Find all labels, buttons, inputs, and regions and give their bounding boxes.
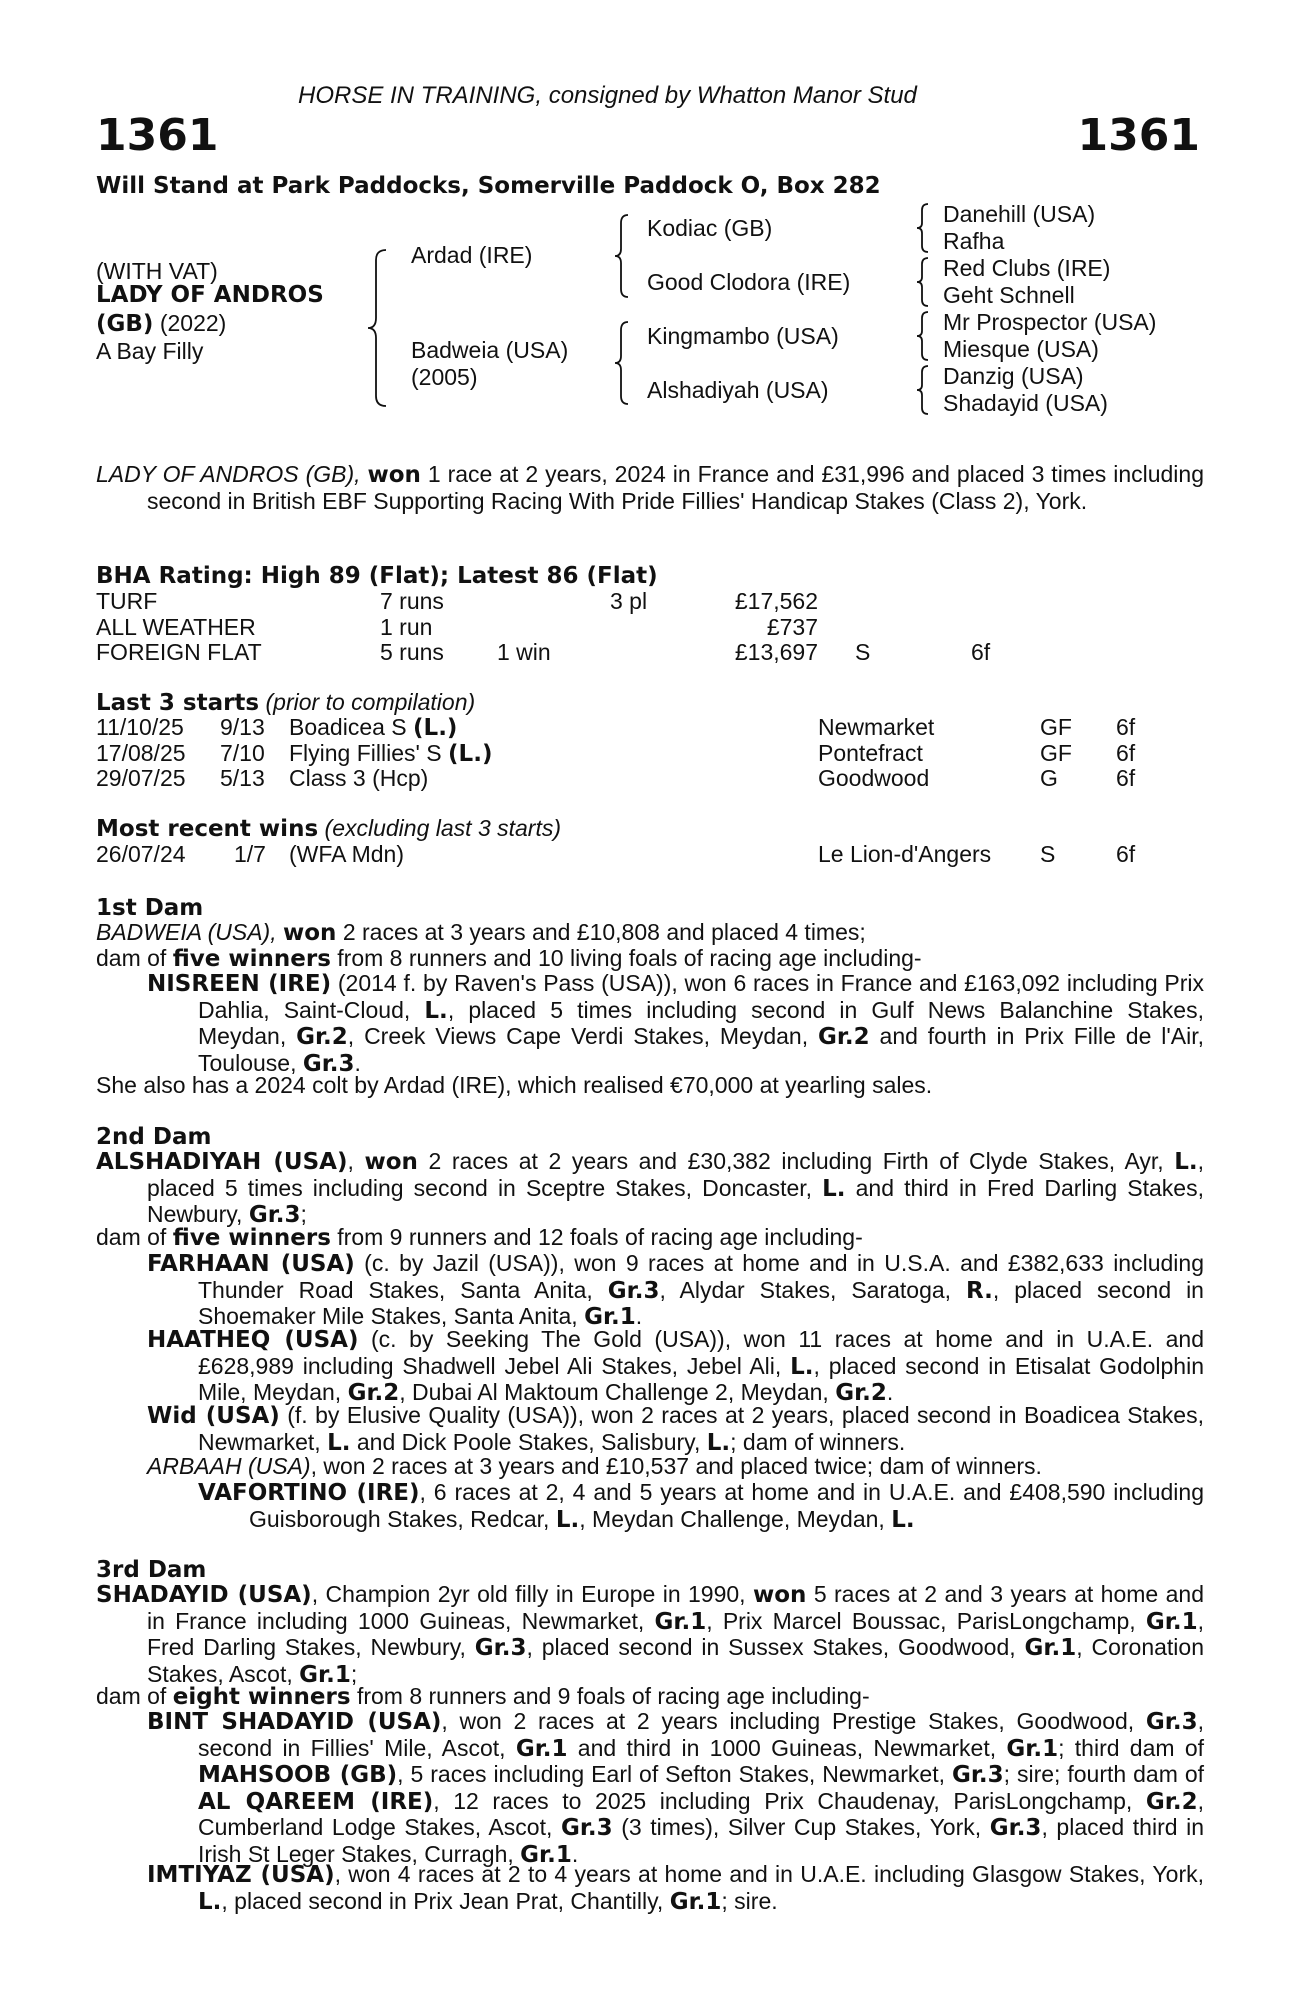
third-dam-offspring-2: IMTIYAZ (USA), won 4 races at 2 to 4 years at home and in U.A.E. including Glasgow Stakes, York, L., placed second in Prix Jean Prat, Chantilly, Gr.1; sire. (147, 1861, 1204, 1915)
pedigree-brace-ss (914, 202, 932, 254)
dam-dam-sire: Danzig (USA) (943, 363, 1084, 389)
start-course: Pontefract (818, 739, 923, 766)
sire-sire: Kodiac (GB) (647, 215, 773, 241)
pedigree-brace-main (366, 248, 392, 408)
sire-sire-dam: Rafha (943, 228, 1005, 254)
start-race: Boadicea S (L.) (289, 714, 458, 741)
dam-sire: Kingmambo (USA) (647, 323, 839, 349)
rating-distance: 6f (971, 639, 991, 665)
start-going: GF (1040, 739, 1072, 766)
pedigree-brace-sd (914, 256, 932, 308)
start-grade: (L.) (448, 740, 493, 767)
start-course: Goodwood (818, 765, 930, 791)
third-dam-produce: dam of eight winners from 8 runners and 9 foals of racing age including- (96, 1683, 870, 1710)
second-dam-offspring-4: ARBAAH (USA), won 2 races at 3 years and £10,537 and placed twice; dam of winners. (147, 1453, 1042, 1479)
rating-surface: TURF (96, 588, 158, 614)
pedigree-brace-sire (612, 213, 632, 299)
first-dam-record: BADWEIA (USA), won 2 races at 3 years and £10,808 and placed 4 times; (96, 919, 866, 946)
rating-amount: £17,562 (734, 588, 818, 614)
start-grade: (L.) (413, 715, 458, 741)
start-position: 5/13 (220, 765, 265, 791)
first-dam-offspring-1: NISREEN (IRE) (2014 f. by Raven's Pass (USA)), won 6 races in France and £163,092 including Prix Dahlia, Saint-Cloud, L., placed 5 times including second in Gulf News Balanchine Stakes, Meydan, Gr.2, Creek Views Cape Verdi Stakes, Meydan, Gr.2 and fourth in Prix Fille de l'Air, Toulouse, Gr.3. (147, 970, 1204, 1077)
second-dam-offspring-3: Wid (USA) (f. by Elusive Quality (USA)), won 2 races at 2 years, placed second in Boadicea Stakes, Newmarket, L. and Dick Poole Stakes, Salisbury, L.; dam of winners. (147, 1402, 1204, 1456)
lot-number-left: 1361 (96, 110, 219, 161)
win-race: (WFA Mdn) (289, 841, 405, 867)
sire-dam-sire: Red Clubs (IRE) (943, 255, 1111, 281)
vat-note: (WITH VAT) (96, 258, 218, 284)
rating-runs: 5 runs (380, 639, 444, 665)
start-going: G (1040, 765, 1058, 791)
dam-sire-dam: Miesque (USA) (943, 336, 1099, 362)
rating-wins: 1 win (497, 639, 551, 665)
second-dam-offspring-1: FARHAAN (USA) (c. by Jazil (USA)), won 9 races at home and in U.S.A. and £382,633 including Thunder Road Stakes, Santa Anita, Gr.3, Alydar Stakes, Saratoga, R., placed second in Shoemaker Mile Stakes, Santa Anita, Gr.1. (147, 1250, 1204, 1330)
start-distance: 6f (1116, 765, 1136, 791)
start-race: Class 3 (Hcp) (289, 765, 429, 791)
sire: Ardad (IRE) (411, 242, 533, 268)
catalogue-subtitle: HORSE IN TRAINING, consigned by Whatton Manor Stud (298, 82, 917, 109)
race-summary: LADY OF ANDROS (GB), won 1 race at 2 years, 2024 in France and £31,996 and placed 3 times including second in British EBF Supporting Racing With Pride Fillies' Handicap Stakes (Class 2), York. (96, 461, 1204, 514)
pedigree-brace-dd (914, 364, 932, 416)
start-date: 17/08/25 (96, 739, 186, 766)
dam-sire-sire: Mr Prospector (USA) (943, 309, 1157, 335)
first-dam-title: 1st Dam (96, 895, 204, 921)
win-distance: 6f (1116, 841, 1136, 867)
dam-year: (2005) (411, 364, 478, 390)
second-dam-title: 2nd Dam (96, 1124, 212, 1150)
start-distance: 6f (1116, 739, 1136, 766)
start-date: 11/10/25 (96, 714, 184, 740)
third-dam-record: SHADAYID (USA), Champion 2yr old filly in Europe in 1990, won 5 races at 2 and 3 years at home and in France including 1000 Guineas, Newmarket, Gr.1, Prix Marcel Boussac, ParisLongchamp, Gr.1, Fred Darling Stakes, Newbury, Gr.3, placed second in Sussex Stakes, Goodwood, Gr.1, Coronation Stakes, Ascot, Gr.1; (96, 1581, 1204, 1688)
horse-description: A Bay Filly (96, 338, 204, 364)
start-position: 9/13 (220, 714, 265, 740)
rating-amount: £737 (766, 613, 818, 640)
rating-runs: 7 runs (380, 588, 444, 614)
rating-surface: FOREIGN FLAT (96, 639, 262, 665)
sire-dam: Good Clodora (IRE) (647, 269, 851, 295)
rating-amount: £13,697 (734, 639, 818, 665)
start-position: 7/10 (220, 739, 265, 766)
start-going: GF (1040, 714, 1072, 740)
dam: Badweia (USA) (411, 337, 569, 363)
start-date: 29/07/25 (96, 765, 186, 791)
sire-sire-sire: Danehill (USA) (943, 201, 1096, 227)
rating-placed: 3 pl (610, 588, 648, 614)
recent-wins-title: Most recent wins (excluding last 3 starts) (96, 815, 562, 842)
lot-number-right: 1361 (1077, 110, 1200, 161)
pedigree-brace-ds (914, 310, 932, 362)
rating-surface: ALL WEATHER (96, 613, 256, 640)
rating-runs: 1 run (380, 613, 433, 640)
dam-dam-dam: Shadayid (USA) (943, 390, 1108, 416)
win-course: Le Lion-d'Angers (818, 841, 992, 867)
second-dam-produce: dam of five winners from 9 runners and 12 foals of racing age including- (96, 1224, 863, 1251)
horse-origin-year: (GB) (2022) (96, 310, 227, 337)
second-dam-grandoffspring-1: VAFORTINO (IRE), 6 races at 2, 4 and 5 years at home and in U.A.E. and £408,590 including Guisborough Stakes, Redcar, L., Meydan Challenge, Meydan, L. (198, 1479, 1204, 1533)
rating-title: BHA Rating: High 89 (Flat); Latest 86 (Flat) (96, 563, 658, 589)
win-date: 26/07/24 (96, 841, 186, 867)
stand-location: Will Stand at Park Paddocks, Somerville Paddock O, Box 282 (96, 173, 881, 199)
start-course: Newmarket (818, 714, 935, 740)
pedigree-brace-dam (612, 320, 632, 406)
second-dam-offspring-2: HAATHEQ (USA) (c. by Seeking The Gold (USA)), won 11 races at home and in U.A.E. and £628,989 including Shadwell Jebel Ali Stakes, Jebel Ali, L., placed second in Etisalat Godolphin Mile, Meydan, Gr.2, Dubai Al Maktoum Challenge 2, Meydan, Gr.2. (147, 1326, 1205, 1406)
start-race: Flying Fillies' S (L.) (289, 739, 493, 767)
last-starts-title: Last 3 starts (prior to compilation) (96, 689, 476, 716)
third-dam-offspring-1: BINT SHADAYID (USA), won 2 races at 2 years including Prestige Stakes, Goodwood, Gr.3, second in Fillies' Mile, Ascot, Gr.1 and third in 1000 Guineas, Newmarket, Gr.1; third dam of MAHSOOB (GB), 5 races including Earl of Sefton Stakes, Newmarket, Gr.3; sire; fourth dam of AL QAREEM (IRE), 12 races to 2025 including Prix Chaudenay, ParisLongchamp, Gr.2, Cumberland Lodge Stakes, Ascot, Gr.3 (3 times), Silver Cup Stakes, York, Gr.3, placed third in Irish St Leger Stakes, Curragh, Gr.1. (147, 1708, 1205, 1868)
third-dam-title: 3rd Dam (96, 1557, 207, 1583)
horse-name: LADY OF ANDROS (96, 282, 324, 308)
rating-going: S (855, 639, 871, 665)
first-dam-note: She also has a 2024 colt by Ardad (IRE), which realised €70,000 at yearling sales. (96, 1072, 933, 1098)
second-dam-record: ALSHADIYAH (USA), won 2 races at 2 years and £30,382 including Firth of Clyde Stakes, Ayr, L., placed 5 times including second in Sceptre Stakes, Doncaster, L. and third in Fred Darling Stakes, Newbury, Gr.3; (96, 1148, 1205, 1228)
win-position: 1/7 (234, 841, 266, 867)
dam-dam: Alshadiyah (USA) (647, 377, 829, 403)
start-distance: 6f (1116, 714, 1136, 740)
first-dam-produce: dam of five winners from 8 runners and 10 living foals of racing age including- (96, 945, 922, 972)
win-going: S (1040, 841, 1056, 867)
sire-dam-dam: Geht Schnell (943, 282, 1075, 308)
